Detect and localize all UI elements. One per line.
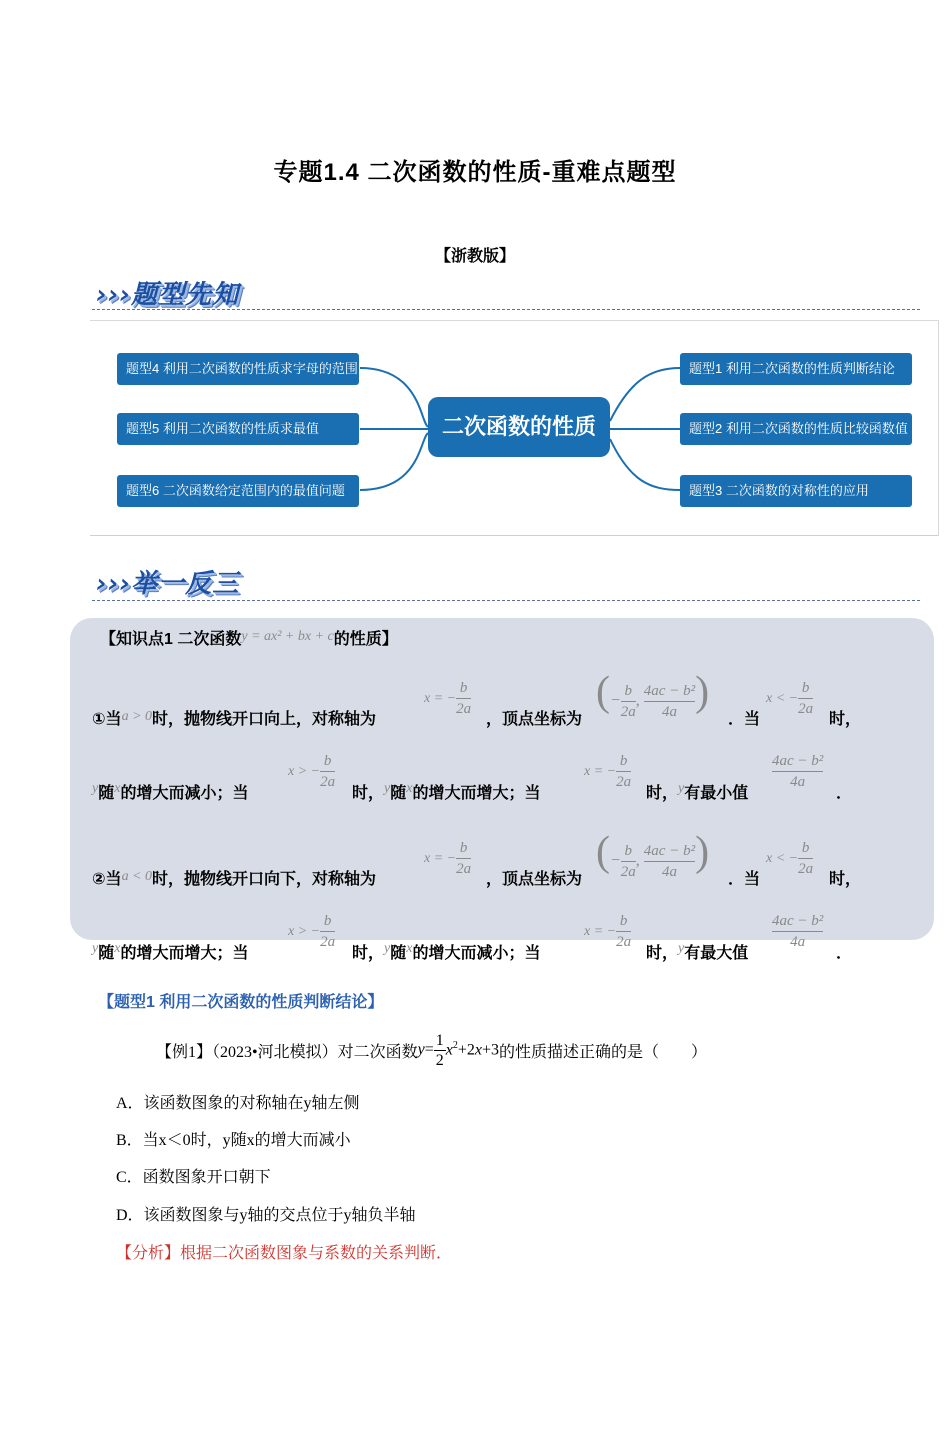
- topic-node-6: 题型6 二次函数给定范围内的最值问题: [117, 475, 359, 507]
- knowledge-line-1b: ，顶点坐标为: [486, 711, 583, 728]
- knowledge-line-3b: ，顶点坐标为: [486, 871, 583, 888]
- knowledge-line-2d: ．: [836, 785, 853, 802]
- divider: [92, 600, 920, 601]
- example-question: 【例1】（2023•河北模拟）对二次函数 y = 1 2 $x^2+2x+3$ 的性质描述正确的是（ ）: [156, 1031, 708, 1069]
- divider: [92, 309, 920, 310]
- knowledge-line-4: y随x的增大而增大；当: [92, 941, 249, 962]
- condition-formula: x < − $\frac{b}{2a}$: [766, 680, 814, 717]
- option-a[interactable]: A．该函数图象的对称轴在y轴左侧: [116, 1095, 360, 1112]
- axis-formula: x = − $\frac{b}{2a}$: [584, 913, 632, 950]
- knowledge-heading: 【知识点1 二次函数y = ax² + bx + c的性质】: [100, 629, 398, 648]
- analysis-label: 【分析】: [116, 1245, 181, 1262]
- section-title: 举一反三: [131, 569, 240, 599]
- section-header-preview: ›››题型先知: [96, 280, 240, 310]
- topic-node-3: 题型3 二次函数的对称性的应用: [680, 475, 912, 507]
- knowledge-line-2c: 时，y有最小值: [646, 781, 749, 802]
- problem-type-heading: 【题型1 利用二次函数的性质判断结论】: [98, 994, 384, 1011]
- topic-node-1: 题型1 利用二次函数的性质判断结论: [680, 353, 912, 385]
- edition-label: 【浙教版】: [434, 248, 515, 265]
- extreme-formula: $\frac{\text{4ac − b²}}{4a}$: [772, 753, 824, 790]
- knowledge-line-1d: 时，: [829, 711, 862, 728]
- section-header-practice: ›››举一反三: [96, 569, 240, 599]
- option-b[interactable]: B．当x＜0时，y随x的增大而减小: [116, 1132, 351, 1149]
- topic-node-2: 题型2 利用二次函数的性质比较函数值: [680, 413, 912, 445]
- knowledge-line-4b: 时，y随x的增大而减小；当: [352, 941, 541, 962]
- knowledge-line-4d: ．: [836, 945, 853, 962]
- knowledge-line-2b: 时，y随x的增大而增大；当: [352, 781, 541, 802]
- knowledge-line-1a: ①当a > 0时，抛物线开口向上，对称轴为: [92, 709, 377, 728]
- mind-map-center: 二次函数的性质: [428, 397, 610, 457]
- knowledge-line-4c: 时，y有最大值: [646, 941, 749, 962]
- condition-formula: x < − $\frac{b}{2a}$: [766, 840, 814, 877]
- axis-formula: x = − $\frac{b}{2a}$: [424, 840, 472, 877]
- knowledge-line-3d: 时，: [829, 871, 862, 888]
- topic-node-4: 题型4 利用二次函数的性质求字母的范围: [117, 353, 359, 385]
- knowledge-line-3a: ②当a < 0时，抛物线开口向下，对称轴为: [92, 869, 377, 888]
- topic-node-5: 题型5 利用二次函数的性质求最值: [117, 413, 359, 445]
- option-d[interactable]: D．该函数图象与y轴的交点位于y轴负半轴: [116, 1207, 416, 1224]
- axis-formula: x = − $\frac{b}{2a}$: [424, 680, 472, 717]
- condition-formula: x > − $\frac{b}{2a}$: [288, 753, 336, 790]
- mind-map: [90, 320, 939, 536]
- knowledge-line-3c: ．当: [728, 871, 761, 888]
- vertex-formula: (− $\frac{b}{2a}$ , $\frac{\text{4ac − b²}}{4a}$ ): [596, 669, 710, 720]
- knowledge-line-2: y随x的增大而减小；当: [92, 781, 249, 802]
- section-title: 题型先知: [131, 280, 240, 310]
- analysis-text: 根据二次函数图象与系数的关系判断．: [180, 1245, 453, 1262]
- page-title: 专题1.4 二次函数的性质-重难点题型: [273, 159, 677, 186]
- vertex-formula: (− $\frac{b}{2a}$ , $\frac{\text{4ac − b²}}{4a}$ ): [596, 829, 710, 880]
- option-c[interactable]: C．函数图象开口朝下: [116, 1169, 271, 1186]
- axis-formula: x = − $\frac{b}{2a}$: [584, 753, 632, 790]
- extreme-formula: $\frac{\text{4ac − b²}}{4a}$: [772, 913, 824, 950]
- knowledge-line-1c: ．当: [728, 711, 761, 728]
- condition-formula: x > − $\frac{b}{2a}$: [288, 913, 336, 950]
- analysis: [116, 1240, 452, 1263]
